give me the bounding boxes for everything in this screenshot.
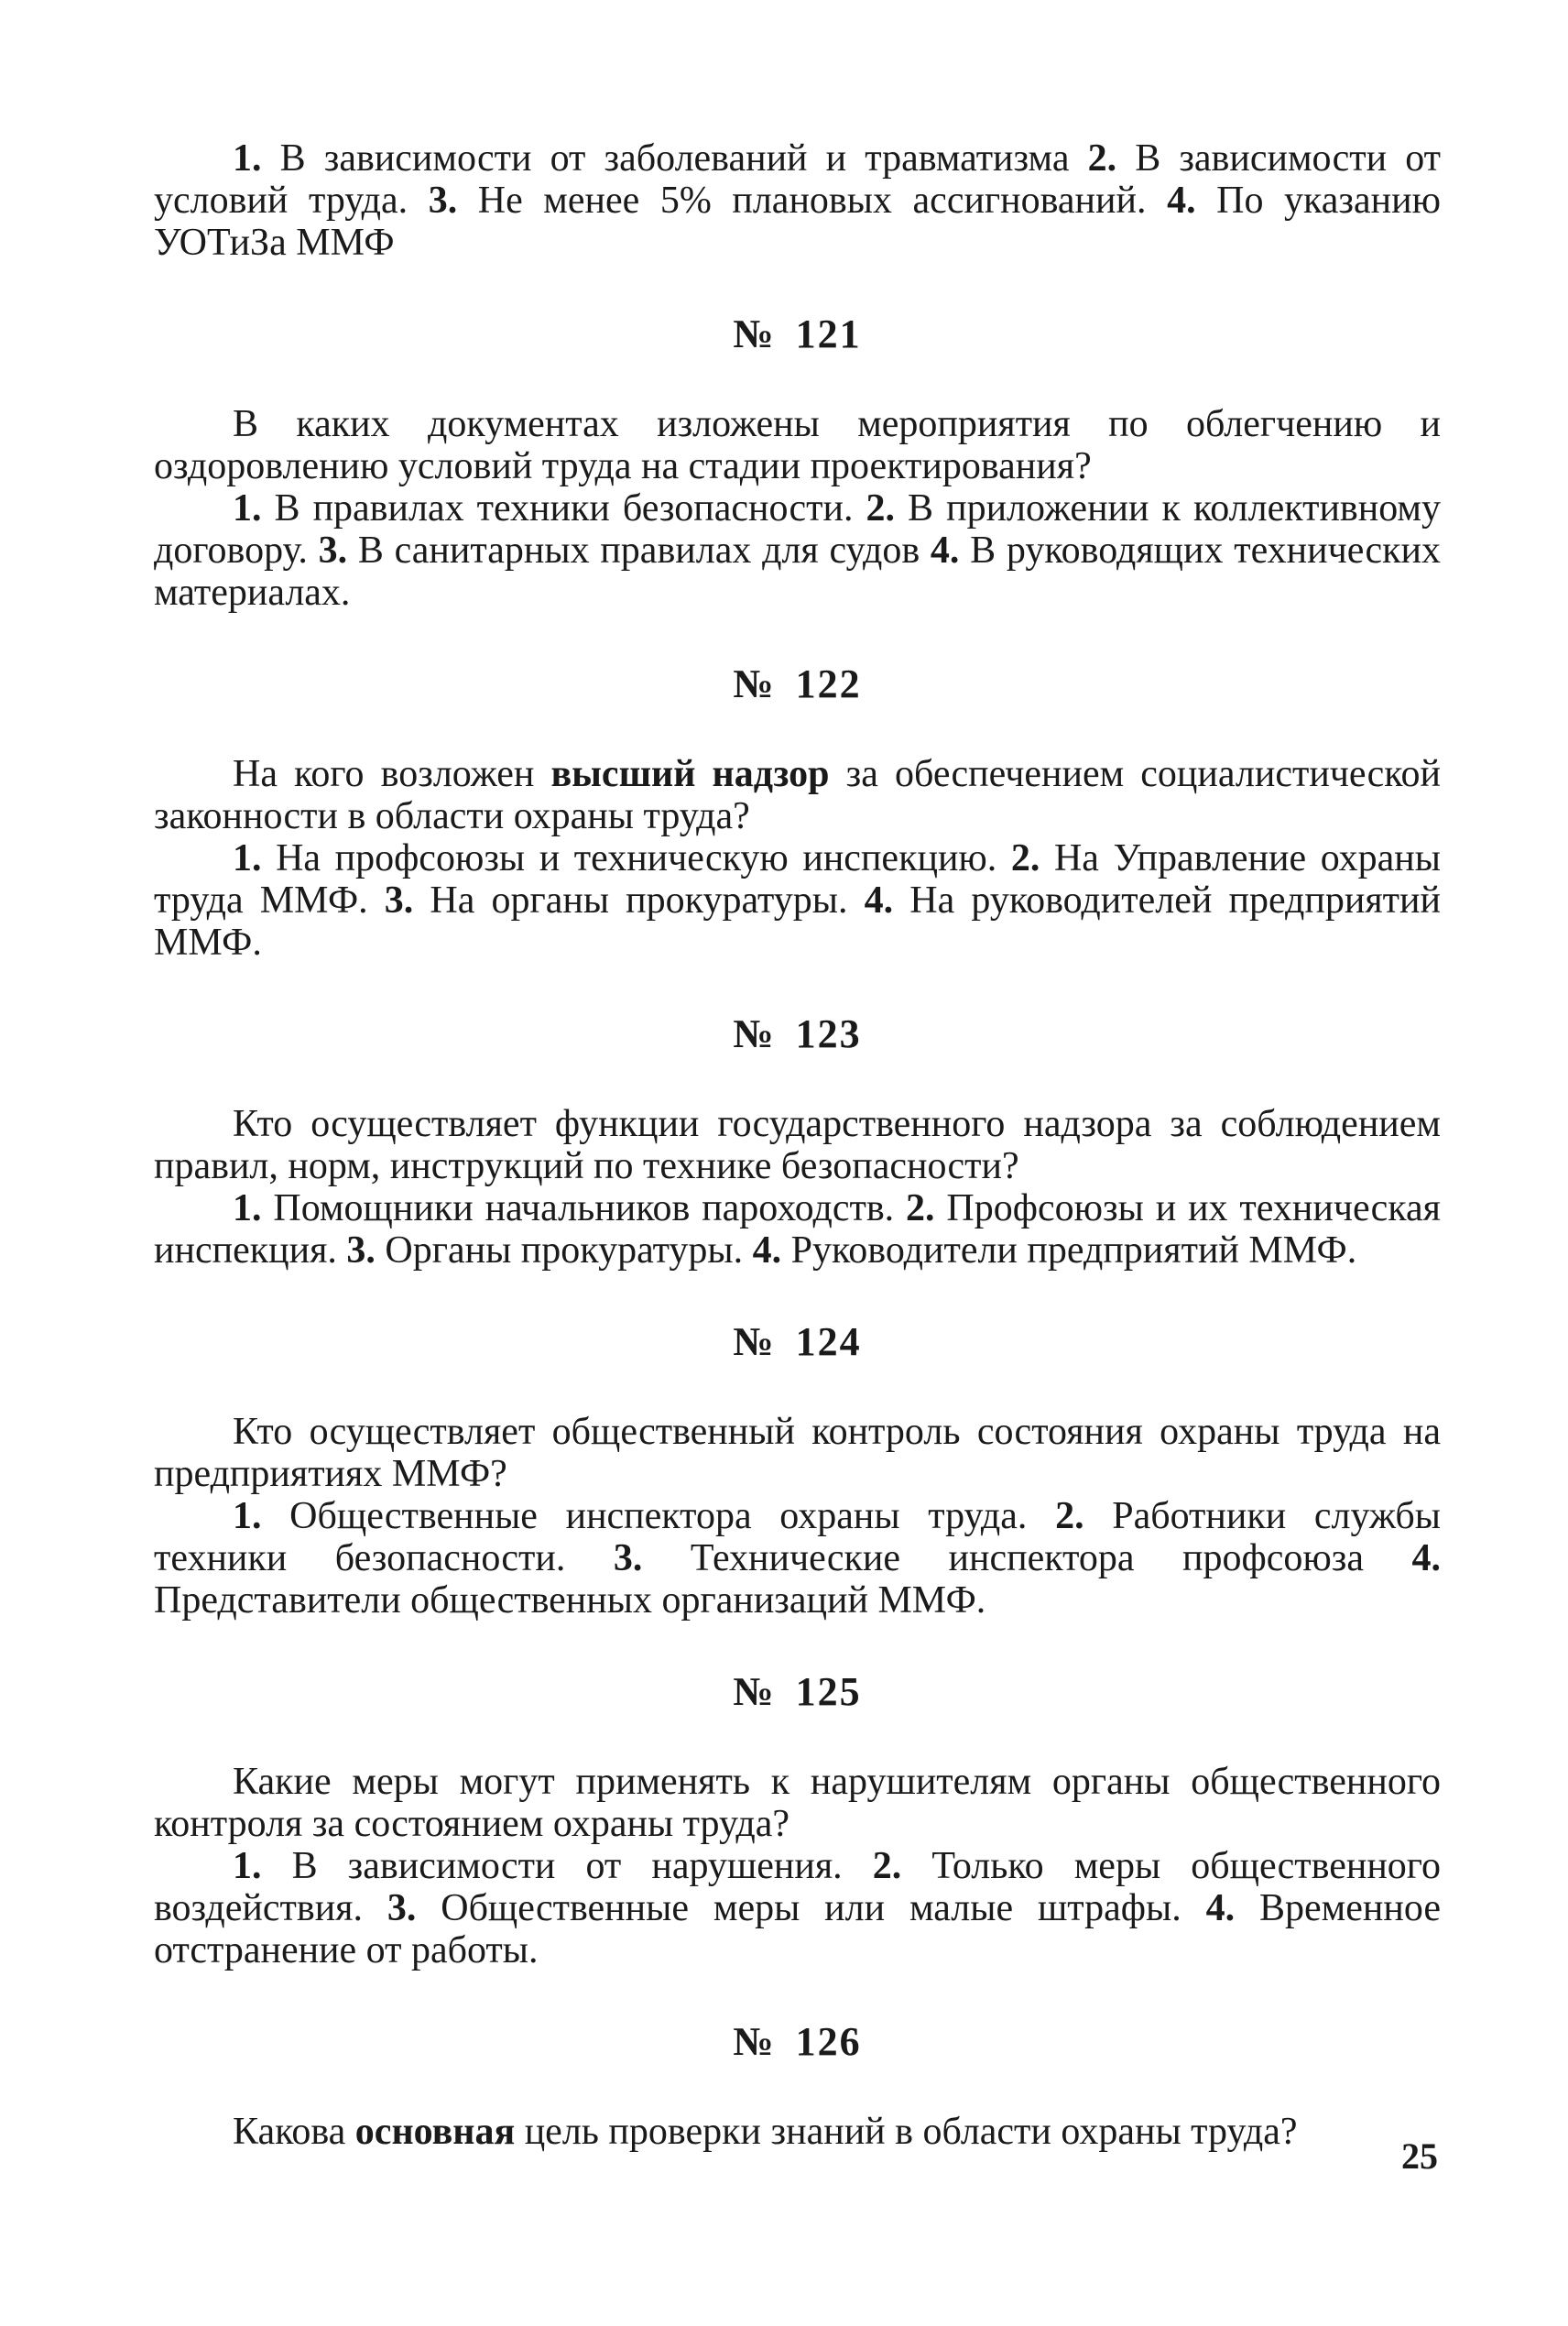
answer-number: 4. [752,1229,782,1272]
question-text [154,753,1441,837]
answer-text: Работники службы техники безопасности. [154,1495,1441,1579]
answer-number: 3. [318,530,348,572]
answer-number: 4. [864,879,894,922]
answer-text: Руководители предприятий ММФ. [781,1229,1357,1272]
page-number: 25 [1401,2135,1438,2177]
number-sign: № [733,311,776,356]
answer-number: 1. [233,137,262,180]
answer-text: Временное отстранение от работы. [154,1887,1441,1971]
answer-text: Общественные меры или малые штрафы. [416,1887,1206,1929]
answer-options [154,837,1441,964]
question-text [154,2111,1441,2153]
question-number: 124 [795,1319,862,1364]
answer-number: 2. [1087,137,1117,180]
answer-number: 3. [613,1537,643,1579]
answer-options [154,487,1441,614]
answer-number: 1. [233,1495,262,1537]
answer-text: В зависимости от заболеваний и травматизма [261,137,1088,180]
question-text-part: На кого возложен [233,753,551,795]
question-number: 122 [795,661,862,706]
question-number: 126 [795,2019,862,2064]
answer-number: 3. [387,1887,417,1929]
answer-text: На Управление охраны труда ММФ. [154,837,1442,922]
answer-options [154,1187,1441,1272]
question-emphasis: высший надзор [550,753,830,795]
answer-number: 4. [1411,1537,1441,1579]
question-text: Кто осуществляет функции государственного надзора за соблюдением правил, норм, инструкций по технике безопасности? [154,1103,1441,1187]
answer-text: В зависимости от нарушения. [261,1845,873,1887]
question-heading [154,1011,1441,1057]
question-heading [154,2019,1441,2065]
answer-text: В санитарных правилах для судов [347,530,931,572]
answer-text: В зависимости от условий труда. [154,137,1441,222]
answer-number: 3. [428,180,458,222]
answer-number: 4. [930,530,960,572]
answer-number: 1. [233,837,262,879]
question-heading [154,1669,1441,1715]
document-page [154,137,1441,2153]
answer-number: 1. [233,487,262,530]
answer-number: 2. [1055,1495,1084,1537]
question-text-part: цель проверки знаний в области охраны труда? [515,2111,1298,2153]
answer-number: 3. [384,879,414,922]
answer-text: Не менее 5% плановых ассигнований. [457,180,1168,222]
answer-number: 3. [346,1229,376,1272]
question-heading [154,661,1441,707]
question-heading [154,311,1441,357]
answer-text: Помощники начальников пароходств. [261,1187,907,1229]
number-sign: № [733,2019,776,2064]
answer-number: 2. [866,487,896,530]
question-text-part: за обеспечением социалистической законности в области охраны труда? [154,753,1442,837]
number-sign: № [733,661,776,706]
answer-number: 2. [872,1845,902,1887]
answer-text: На руководителей предприятий ММФ. [154,879,1441,964]
question-text: В каких документах изложены мероприятия по облегчению и оздоровлению условий труда на стадии проектирования? [154,403,1441,487]
number-sign: № [733,1011,776,1056]
question-number: 123 [795,1011,862,1056]
question-number: 121 [795,311,862,356]
answer-text: Общественные инспектора охраны труда. [261,1495,1056,1537]
answer-options [154,1845,1441,1971]
answer-text: Органы прокуратуры. [375,1229,753,1272]
answer-text: В правилах техники безопасности. [261,487,866,530]
answer-text: В приложении к коллективному договору. [154,487,1442,572]
question-text-part: Какова [233,2111,355,2153]
answer-options [154,1495,1441,1622]
question-emphasis: основная [354,2111,516,2153]
question-text: Какие меры могут применять к нарушителям органы общественного контроля за состоянием охраны труда? [154,1761,1441,1845]
question-number: 125 [795,1669,862,1714]
answer-text: Технические инспектора профсоюза [642,1537,1412,1579]
answer-text: На профсоюзы и техническую инспекцию. [261,837,1011,879]
answer-text: Профсоюзы и их техническая инспекция. [154,1187,1442,1272]
answer-number: 2. [1010,837,1040,879]
answer-text: На органы прокуратуры. [413,879,865,922]
answer-number: 2. [906,1187,935,1229]
question-heading [154,1319,1441,1365]
answer-text: По указанию УОТиЗа ММФ [154,180,1441,264]
answer-number: 1. [233,1845,262,1887]
answer-text: Только меры общественного воздействия. [154,1845,1441,1929]
number-sign: № [733,1319,776,1364]
answer-text: Представители общественных организаций ММФ. [154,1579,986,1622]
answer-number: 1. [233,1187,262,1229]
answer-number: 4. [1205,1887,1236,1929]
question-text: Кто осуществляет общественный контроль состояния охраны труда на предприятиях ММФ? [154,1411,1441,1495]
answer-text: В руководящих технических материалах. [154,530,1441,614]
intro-answers [154,137,1441,264]
answer-number: 4. [1167,180,1196,222]
number-sign: № [733,1669,776,1714]
